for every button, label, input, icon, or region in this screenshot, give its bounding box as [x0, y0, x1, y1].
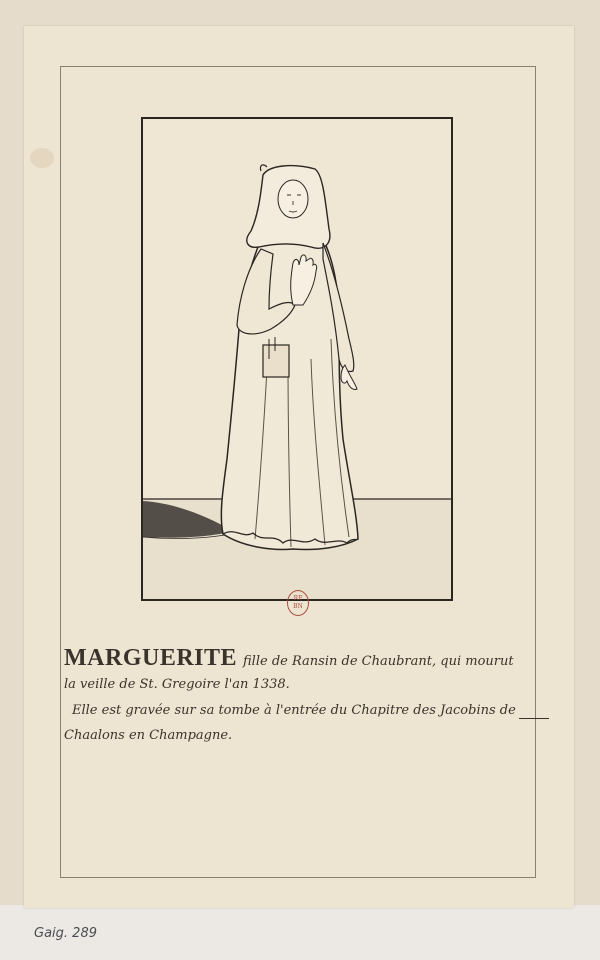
- figure-illustration: [143, 119, 451, 599]
- veil-peak: [260, 165, 267, 171]
- caption-rule: [519, 718, 549, 719]
- caption-name: MARGUERITE: [64, 645, 238, 671]
- library-stamp: [287, 590, 309, 616]
- caption-line-3: Elle est gravée sur sa tombe à l'entrée du Chapitre des Jacobins de: [72, 703, 516, 718]
- foxing-spot: [30, 148, 54, 168]
- shelfmark-label: Gaig. 289: [34, 926, 97, 941]
- caption-line-1: [64, 645, 514, 672]
- stamp-text: RF BN: [293, 595, 303, 610]
- caption-line-4: Chaalons en Champagne.: [64, 728, 233, 743]
- caption-line-2: la veille de St. Gregoire l'an 1338.: [64, 677, 290, 692]
- caption-line-1-rest: fille de Ransin de Chaubrant, qui mourut: [243, 654, 514, 669]
- engraving-plate: [141, 117, 453, 601]
- prayer-book: [263, 345, 289, 377]
